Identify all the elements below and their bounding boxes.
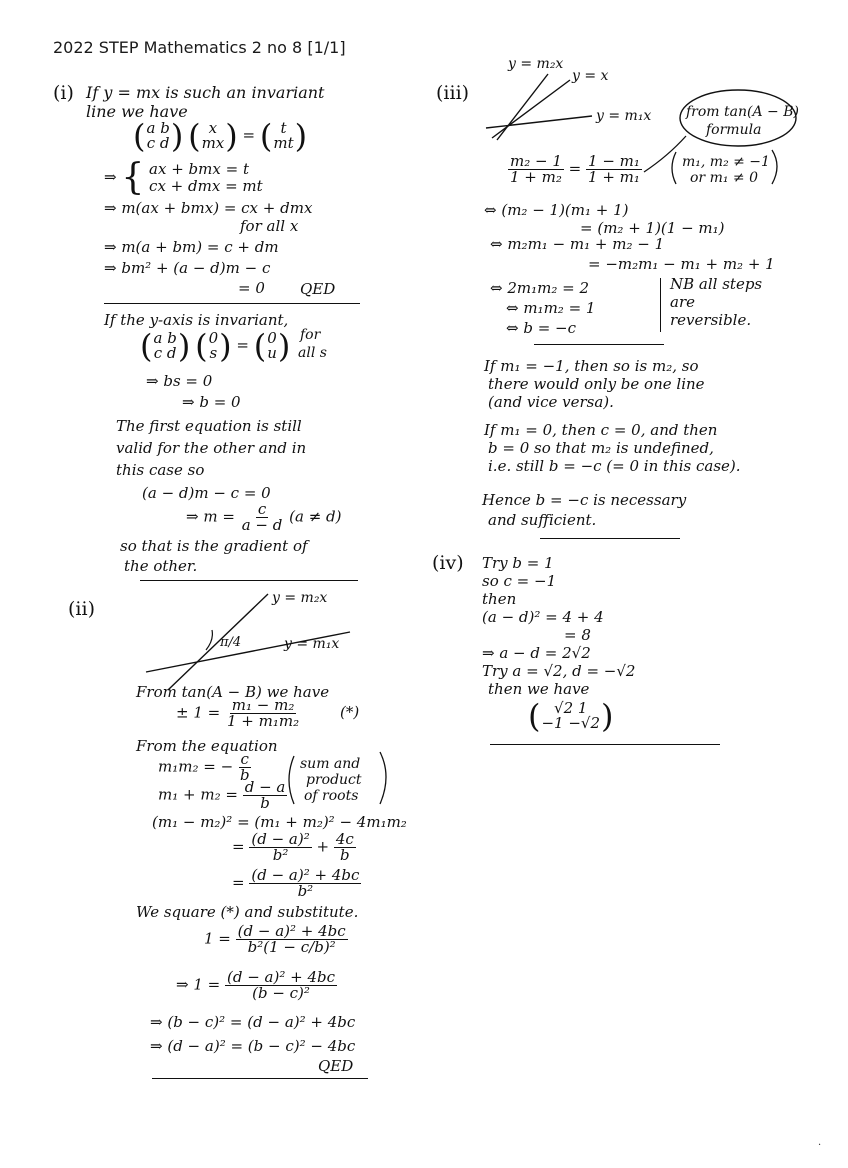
part-iii-mid-rule <box>534 344 664 345</box>
part-ii-tan-line: From tan(A − B) we have <box>136 683 330 701</box>
part-iii-nb-line2: are <box>670 293 695 311</box>
part-ii-square-substitute: We square (*) and substitute. <box>136 903 359 921</box>
part-iii-step3b: = −m₂m₁ − m₁ + m₂ + 1 <box>588 255 775 273</box>
part-ii-line-top-label: y = m₂x <box>272 590 328 606</box>
vector-x-mx: ( x mx ) <box>188 117 238 155</box>
part-i-intro-line2: line we have <box>86 102 188 121</box>
part-iv-result-matrix: ( √2 1 −1 −√2 ) <box>528 697 614 735</box>
part-iii-bubble-line1: from tan(A − B) <box>686 104 799 120</box>
part-iii-line-top-label: y = m₂x <box>508 56 564 72</box>
part-iii-line-low-label: y = m₁x <box>596 108 652 124</box>
part-i-label: (i) <box>53 82 74 104</box>
part-iii-step2b: = (m₂ + 1)(1 − m₁) <box>580 219 725 237</box>
part-iii-condition1: m₁, m₂ ≠ −1 <box>682 154 770 170</box>
part-i-yaxis-statement: If the y-axis is invariant, <box>104 311 289 329</box>
part-i-line4: ⇒ m(a + bm) = c + dm <box>104 238 279 256</box>
part-ii-star-equation: ± 1 = $\frac{\text{m₁ − m₂}}{\text{1 + m₁m₂}}$ <box>176 696 300 730</box>
part-ii-label: (ii) <box>68 598 95 620</box>
part-i-b-zero: ⇒ b = 0 <box>182 393 241 411</box>
part-ii-final2: ⇒ (d − a)² = (b − c)² − 4bc <box>150 1037 356 1055</box>
part-i-simultaneous-system: ⇒ { ax + bmx = t cx + dmx = mt <box>104 157 263 198</box>
vector-t-mt: ( t mt ) <box>259 117 308 155</box>
part-ii-from-equation: From the equation <box>136 737 278 755</box>
part-i-line3: ⇒ m(ax + bmx) = cx + dmx <box>104 199 313 217</box>
part-iv-try-values: Try a = √2, d = −√2 <box>482 662 636 680</box>
part-iv-a-minus-d: ⇒ a − d = 2√2 <box>482 644 591 662</box>
part-iii-case1-line3: (and vice versa). <box>488 393 614 411</box>
part-iii-case1-line2: there would only be one line <box>488 375 705 393</box>
part-ii-angle-label: π/4 <box>220 635 242 650</box>
part-iii-step4: ⇔ 2m₁m₂ = 2 <box>490 279 590 297</box>
part-i-amd-equation: (a − d)m − c = 0 <box>142 484 271 502</box>
part-iii-label: (iii) <box>436 82 470 104</box>
part-ii-one-equation1: 1 = $\frac{\text{(d − a)² + 4bc}}{\text{b²(1 − c/b)²}}$ <box>204 922 346 956</box>
matrix-abcd: ( a b c d ) <box>133 117 184 155</box>
part-iii-case1-line1: If m₁ = −1, then so is m₂, so <box>484 357 699 375</box>
part-i-first-eq-line1: The first equation is still <box>116 417 302 435</box>
part-iv-end-rule <box>490 744 720 745</box>
part-iii-nb-line1: NB all steps <box>670 275 763 293</box>
part-i-for-note: for <box>300 327 321 343</box>
part-iii-case2-line1: If m₁ = 0, then c = 0, and then <box>484 421 718 439</box>
part-ii-square-step3: = $\frac{\text{(d − a)² + 4bc}}{\text{b²}}$ <box>232 866 360 900</box>
part-i-quadratic: ⇒ bm² + (a − d)m − c <box>104 259 271 277</box>
part-i-yaxis-matrix-equation: ( a b c d ) ( 0 s ) = ( 0 u ) <box>140 327 291 365</box>
part-ii-note-product: product <box>306 772 362 788</box>
part-iii-step3: ⇔ m₂m₁ − m₁ + m₂ − 1 <box>490 235 665 253</box>
part-iii-nb-line3: reversible. <box>670 311 752 329</box>
part-ii-square-identity: (m₁ − m₂)² = (m₁ + m₂)² − 4m₁m₂ <box>152 813 407 831</box>
part-ii-product-of-roots: m₁m₂ = − $\frac{c}{b}$ <box>158 750 250 784</box>
part-iii-case2-line2: b = 0 so that m₂ is undefined, <box>488 439 714 457</box>
part-iii-case2-line3: i.e. still b = −c (= 0 in this case). <box>488 457 741 475</box>
part-iv-then: then <box>482 590 517 608</box>
part-i-equals-zero: = 0 <box>238 279 265 297</box>
part-i-first-eq-line3: this case so <box>116 461 205 479</box>
part-iv-c-value: so c = −1 <box>482 572 557 590</box>
part-i-qed: QED <box>300 280 336 298</box>
part-iii-step6: ⇔ b = −c <box>506 319 577 337</box>
part-iii-nb-bar <box>660 278 661 332</box>
part-i-matrix-equation: ( a b c d ) ( x mx ) = ( t mt ) <box>133 117 308 155</box>
part-i-for-all-x: for all x <box>240 217 299 235</box>
part-iii-line-mid-label: y = x <box>572 68 609 84</box>
part-iv-square-diff: (a − d)² = 4 + 4 <box>482 608 604 626</box>
part-i-gradient-line2: the other. <box>124 557 198 575</box>
part-ii-final1: ⇒ (b − c)² = (d − a)² + 4bc <box>150 1013 356 1031</box>
part-iii-tan-equation: $\frac{\text{m₂ − 1}}{\text{1 + m₂}}$ = $\frac{\text{1 − m₁}}{\text{1 + m₁}}$ <box>510 152 640 186</box>
part-ii-square-step2: = $\frac{\text{(d − a)²}}{\text{b²}}$ + $\frac{4c}{b}$ <box>232 830 354 864</box>
part-ii-qed: QED <box>318 1057 354 1075</box>
part-i-all-s-note: all s <box>298 345 327 361</box>
part-iii-step5: ⇔ m₁m₂ = 1 <box>506 299 596 317</box>
part-ii-sum-of-roots: m₁ + m₂ = $\frac{d - a}{b}$ <box>158 778 286 812</box>
part-iv-try-b: Try b = 1 <box>482 554 554 572</box>
part-ii-note-roots: of roots <box>304 788 359 804</box>
part-iii-hence-line1: Hence b = −c is necessary <box>482 491 687 509</box>
page-title: 2022 STEP Mathematics 2 no 8 [1/1] <box>53 38 346 57</box>
part-iii-bubble-line2: formula <box>706 122 762 138</box>
part-iii-end-rule <box>540 538 680 539</box>
part-iii-step2: ⇔ (m₂ − 1)(m₁ + 1) <box>484 201 629 219</box>
part-i-m-formula: ⇒ m = $\frac{c}{a - d}$ (a ≠ d) <box>186 500 342 534</box>
part-iv-eight: = 8 <box>564 626 591 644</box>
part-iv-then-we-have: then we have <box>488 680 590 698</box>
part-ii-note-sum: sum and <box>300 756 361 772</box>
part-iv-label: (iv) <box>432 552 464 574</box>
part-iii-condition2: or m₁ ≠ 0 <box>690 170 758 186</box>
part-i-first-eq-line2: valid for the other and in <box>116 439 307 457</box>
part-i-gradient-line1: so that is the gradient of <box>120 537 308 555</box>
part-ii-line-low-label: y = m₁x <box>284 636 340 652</box>
scan-speck: · <box>818 1140 822 1151</box>
part-iii-hence-line2: and sufficient. <box>488 511 597 529</box>
part-i-intro-line1: If y = mx is such an invariant <box>86 83 325 102</box>
part-ii-star-tag: (*) <box>340 703 360 721</box>
part-ii-one-equation2: ⇒ 1 = $\frac{\text{(d − a)² + 4bc}}{\text{(b − c)²}}$ <box>176 968 336 1002</box>
part-i-bs-zero: ⇒ bs = 0 <box>146 372 213 390</box>
